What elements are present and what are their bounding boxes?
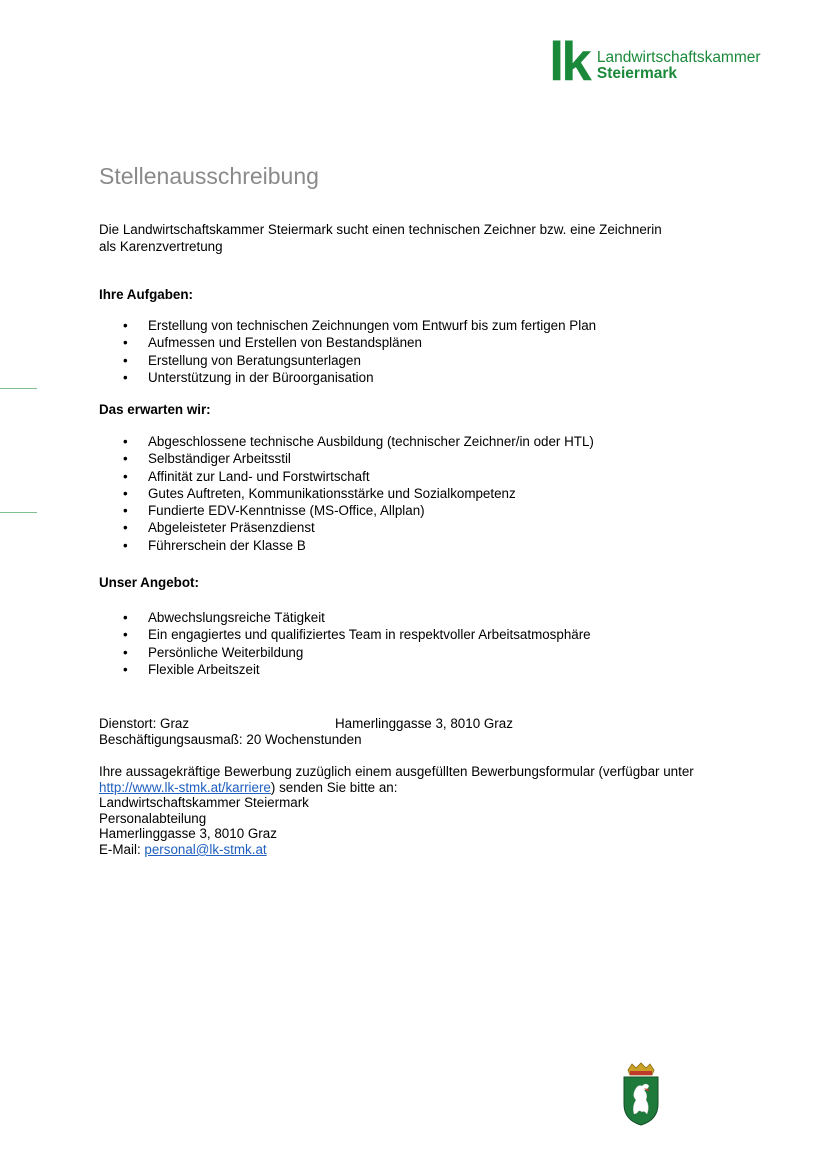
bullet-icon: • (123, 352, 128, 368)
bullet-icon: • (123, 537, 128, 553)
intro-line-1: Die Landwirtschaftskammer Steiermark sucht einen technischen Zeichner bzw. eine Zeichnerin (99, 222, 662, 237)
logo-line1: Landwirtschaftskammer (596, 49, 761, 66)
lk-logo (549, 30, 761, 92)
intro-paragraph (99, 221, 739, 255)
bullet-icon: • (123, 451, 128, 467)
bullet-icon: • (123, 434, 128, 449)
bewerbung-email-line: E-Mail: personal@lk-stmk.at (99, 841, 267, 857)
list-item: • Abwechslungsreiche Tätigkeit (123, 610, 325, 625)
list-item: • Abgeschlossene technische Ausbildung (technischer Zeichner/in oder HTL) (123, 434, 594, 449)
list-item: • Führerschein der Klasse B (123, 537, 306, 553)
list-item: • Abgeleisteter Präsenzdienst (123, 520, 315, 536)
bullet-icon: • (123, 369, 128, 385)
list-item: • Aufmessen und Erstellen von Bestandsplänen (123, 335, 422, 351)
beschaeftigung-line: Beschäftigungsausmaß: 20 Wochenstunden (99, 732, 362, 747)
lk-logo-text (597, 50, 761, 82)
bullet-icon: • (123, 520, 128, 536)
logo-line2: Steiermark (596, 65, 678, 82)
bullet-icon: • (123, 468, 128, 484)
list-aufgaben (121, 317, 596, 386)
list-item: • Fundierte EDV-Kenntnisse (MS-Office, Allplan) (123, 503, 425, 519)
section-heading-erwarten: Das erwarten wir: (99, 402, 211, 417)
margin-mark (0, 512, 37, 513)
list-item: • Persönliche Weiterbildung (123, 644, 304, 660)
list-item: • Gutes Auftreten, Kommunikationsstärke und Sozialkompetenz (123, 485, 516, 501)
karriere-link[interactable]: http://www.lk-stmk.at/karriere (99, 779, 271, 795)
bullet-icon: • (123, 318, 128, 333)
email-link[interactable]: personal@lk-stmk.at (144, 841, 267, 857)
lk-logo-mark: lk (549, 30, 589, 92)
bewerbung-org: Landwirtschaftskammer Steiermark (99, 795, 309, 811)
bullet-icon: • (123, 661, 128, 677)
list-item: • Flexible Arbeitszeit (123, 661, 260, 677)
margin-mark (0, 388, 37, 389)
bewerbung-address: Hamerlinggasse 3, 8010 Graz (99, 826, 277, 842)
list-item: • Erstellung von Beratungsunterlagen (123, 352, 361, 368)
list-item: • Ein engagiertes und qualifiziertes Team in respektvoller Arbeitsatmosphäre (123, 627, 591, 643)
dienstort-address: Hamerlinggasse 3, 8010 Graz (335, 716, 513, 731)
bewerbung-line-2: http://www.lk-stmk.at/karriere) senden Sie bitte an: (99, 779, 398, 795)
bullet-icon: • (123, 644, 128, 660)
bullet-icon: • (123, 335, 128, 351)
list-angebot (121, 609, 591, 678)
section-heading-angebot: Unser Angebot: (99, 575, 199, 590)
list-item: • Selbständiger Arbeitsstil (123, 451, 291, 467)
list-erwarten (121, 433, 594, 554)
bullet-icon: • (123, 627, 128, 643)
page-title: Stellenausschreibung (99, 163, 319, 189)
styrian-coat-of-arms-icon (620, 1062, 662, 1126)
dienstort-label: Dienstort: Graz (99, 716, 190, 731)
bullet-icon: • (123, 485, 128, 501)
bewerbung-line-1: Ihre aussagekräftige Bewerbung zuzüglich einem ausgefüllten Bewerbungsformular (verfügbar unter (99, 764, 694, 779)
list-item: • Affinität zur Land- und Forstwirtschaft (123, 468, 370, 484)
intro-line-2: als Karenzvertretung (99, 239, 223, 254)
list-item: • Unterstützung in der Büroorganisation (123, 369, 374, 385)
section-heading-aufgaben: Ihre Aufgaben: (99, 287, 193, 302)
dienstort-line (99, 715, 513, 732)
list-item: • Erstellung von technischen Zeichnungen vom Entwurf bis zum fertigen Plan (123, 318, 597, 333)
bullet-icon: • (123, 503, 128, 519)
bewerbung-block (99, 763, 694, 857)
bullet-icon: • (123, 610, 128, 625)
bewerbung-dept: Personalabteilung (99, 810, 207, 826)
